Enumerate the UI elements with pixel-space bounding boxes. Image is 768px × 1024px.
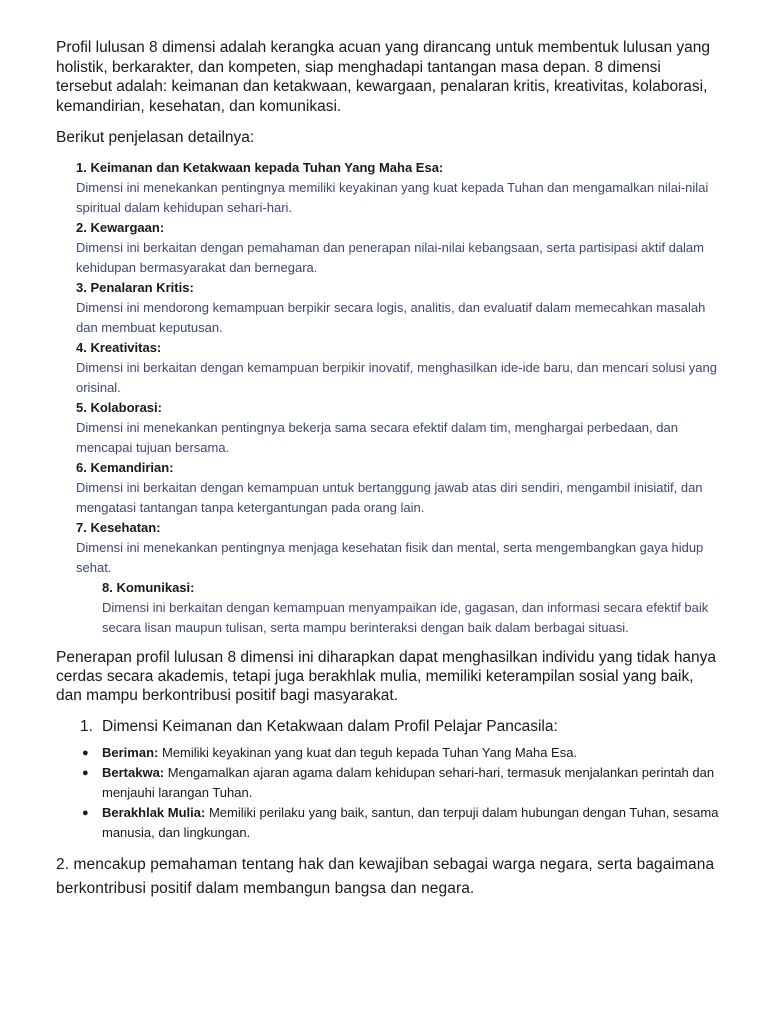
dimension-description: Dimensi ini berkaitan dengan kemampuan untuk bertanggung jawab atas diri sendiri, mengambil inisiatif, dan mengatasi tantangan tanpa ketergantungan pada orang lain. [76, 480, 703, 515]
dimension-list [76, 158, 720, 638]
dimension-description: Dimensi ini mendorong kemampuan berpikir secara logis, analitis, dan evaluatif dalam memecahkan masalah dan membuat keputusan. [76, 300, 706, 335]
bullet-item [56, 743, 720, 763]
dimension-title: 5. Kolaborasi: [76, 400, 162, 415]
dimension-item [76, 278, 720, 338]
dimension-title: 8. Komunikasi: [102, 580, 195, 595]
closing-paragraph: 2. mencakup pemahaman tentang hak dan kewajiban sebagai warga negara, serta bagaimana berkontribusi positif dalam membangun bangsa dan negara. [56, 856, 715, 897]
dimension-title: 7. Kesehatan: [76, 520, 161, 535]
document-page [56, 38, 720, 901]
dimension-item [76, 518, 720, 578]
dimension-item [76, 398, 720, 458]
bullet-item [56, 763, 720, 803]
bullet-icon: ● [82, 747, 89, 759]
dimension-item [76, 458, 720, 518]
bullet-term: Beriman: [102, 745, 159, 760]
bullet-body: Memiliki perilaku yang baik, santun, dan terpuji dalam hubungan dengan Tuhan, sesama manusia, dan lingkungan. [102, 805, 719, 840]
bullet-term: Berakhlak Mulia: [102, 805, 206, 820]
bullet-item [56, 803, 720, 843]
dimension-title: 6. Kemandirian: [76, 460, 174, 475]
section-heading [56, 717, 720, 737]
dimension-title: 3. Penalaran Kritis: [76, 280, 194, 295]
dimension-description: Dimensi ini menekankan pentingnya bekerja sama secara efektif dalam tim, menghargai perbedaan, dan mencapai tujuan bersama. [76, 420, 678, 455]
section-number: 1. [80, 718, 93, 735]
section-text: Dimensi Keimanan dan Ketakwaan dalam Profil Pelajar Pancasila: [102, 718, 558, 735]
dimension-description: Dimensi ini berkaitan dengan kemampuan berpikir inovatif, menghasilkan ide-ide baru, dan mencari solusi yang orisinal. [76, 360, 717, 395]
dimension-item [76, 338, 720, 398]
dimension-description: Dimensi ini berkaitan dengan kemampuan menyampaikan ide, gagasan, dan informasi secara efektif baik secara lisan maupun tulisan, serta mampu berinteraksi dengan baik dalam berbagai situasi. [102, 600, 709, 635]
dimension-description: Dimensi ini berkaitan dengan pemahaman dan penerapan nilai-nilai kebangsaan, serta partisipasi aktif dalam kehidupan bermasyarakat dan bernegara. [76, 240, 704, 275]
bullet-icon: ● [82, 767, 89, 779]
bullet-text [102, 763, 720, 803]
bullet-text [102, 743, 577, 763]
application-paragraph: Penerapan profil lulusan 8 dimensi ini diharapkan dapat menghasilkan individu yang tidak hanya cerdas secara akademis, tetapi juga berakhlak mulia, memiliki keterampilan sosial yang baik, dan mampu berkontribusi positif bagi masyarakat. [56, 649, 717, 704]
dimension-item [102, 578, 720, 638]
dimension-description: Dimensi ini menekankan pentingnya memiliki keyakinan yang kuat kepada Tuhan dan mengamalkan nilai-nilai spiritual dalam kehidupan sehari-hari. [76, 180, 709, 215]
bullet-text [102, 803, 720, 843]
bullet-body: Memiliki keyakinan yang kuat dan teguh kepada Tuhan Yang Maha Esa. [161, 745, 578, 760]
dimension-description: Dimensi ini menekankan pentingnya menjaga kesehatan fisik dan mental, serta mengembangkan gaya hidup sehat. [76, 540, 704, 575]
bullet-term: Bertakwa: [102, 765, 165, 780]
dimension-title: 4. Kreativitas: [76, 340, 162, 355]
bullet-body: Mengamalkan ajaran agama dalam kehidupan sehari-hari, termasuk menjalankan perintah dan menjauhi larangan Tuhan. [102, 765, 715, 800]
dimension-title: 2. Kewargaan: [76, 220, 165, 235]
dimension-item [76, 158, 720, 218]
dimension-item [76, 218, 720, 278]
bullet-icon: ● [82, 807, 89, 819]
lead-text: Berikut penjelasan detailnya: [56, 129, 255, 146]
intro-paragraph: Profil lulusan 8 dimensi adalah kerangka acuan yang dirancang untuk membentuk lulusan yang holistik, berkarakter, dan kompeten, siap menghadapi tantangan masa depan. 8 dimensi tersebut adalah: keimanan dan ketakwaan, kewargaan, penalaran kritis, kreativitas, kolaborasi, kemandirian, kesehatan, dan komunikasi. [56, 39, 710, 115]
bullet-list [56, 743, 720, 843]
dimension-title: 1. Keimanan dan Ketakwaan kepada Tuhan Yang Maha Esa: [76, 160, 444, 175]
